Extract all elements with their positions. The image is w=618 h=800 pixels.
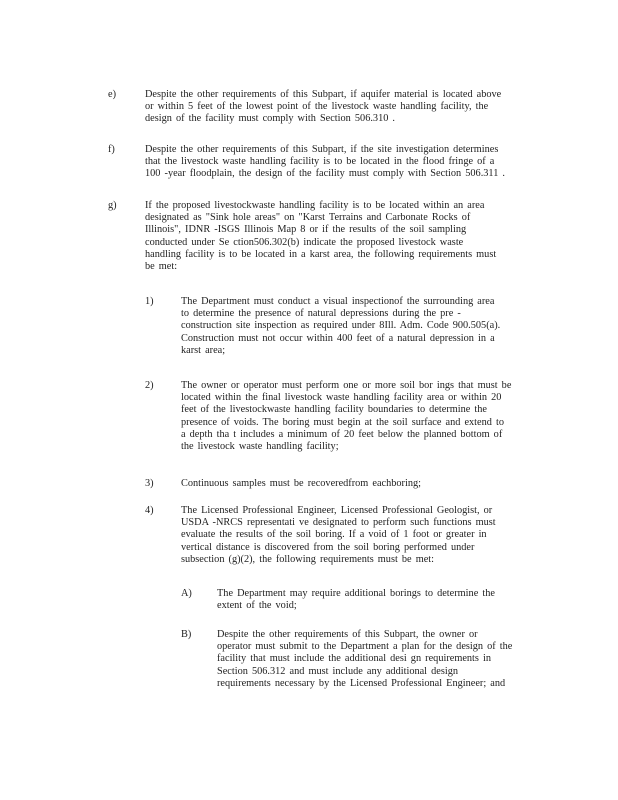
text-line: a depth tha t includes a minimum of 20 feet below the planned bottom of [181, 428, 503, 440]
text-line: subsection (g)(2), the following requirements must be met: [181, 553, 434, 565]
paragraph-text [145, 144, 541, 181]
clause-text [217, 588, 542, 612]
text-line: design of the facility must comply with Section 506.310 . [145, 113, 396, 125]
text-line: Section 506.312 and must include any additional design [217, 665, 458, 677]
text-line: presence of voids. The boring must begin at the soil surface and extend to [181, 416, 504, 428]
subparagraph-label: 4) [145, 505, 154, 516]
text-line: USDA -NRCS representati ve designated to perform such functions must [181, 517, 496, 529]
text-line: operator must submit to the Department a plan for the design of the [217, 641, 513, 653]
text-line: The Department may require additional borings to determine the [217, 588, 495, 599]
clause-label: B) [181, 629, 192, 640]
text-line: The Department must conduct a visual inspectionof the surrounding area [181, 296, 495, 307]
text-line: Despite the other requirements of this Subpart, if the site investigation determines [145, 144, 499, 155]
paragraph-text [145, 89, 541, 126]
clause-label: A) [181, 588, 192, 599]
text-line: Despite the other requirements of this Subpart, the owner or [217, 629, 478, 640]
text-line: If the proposed livestockwaste handling facility is to be located within an area [145, 200, 485, 211]
paragraph-label: e) [108, 89, 116, 100]
text-line: The owner or operator must perform one or more soil bor ings that must be [181, 380, 512, 391]
text-line: Illinois", IDNR -ISGS Illinois Map 8 or if the results of the soil sampling [145, 224, 467, 236]
paragraph-label: f) [108, 144, 115, 155]
text-line: the livestock waste handling facility; [181, 441, 339, 453]
text-line: feet of the livestockwaste handling facility boundaries to determine the [181, 404, 488, 416]
text-line: requirements necessary by the Licensed Professional Engineer; and [217, 677, 506, 689]
subparagraph-text [181, 380, 541, 453]
subparagraph-label: 3) [145, 478, 154, 489]
subparagraph-text [181, 505, 541, 566]
text-line: evaluate the results of the soil boring. If a void of 1 foot or greater in [181, 529, 487, 541]
text-line: extent of the void; [217, 600, 297, 612]
text-line: facility that must include the additional desi gn requirements in [217, 653, 492, 665]
text-line: karst area; [181, 344, 226, 356]
subparagraph-text [181, 478, 541, 490]
text-line: vertical distance is discovered from the soil boring performed under [181, 541, 475, 553]
text-line: designated as "Sink hole areas" on "Karst Terrains and Carbonate Rocks of [145, 212, 471, 224]
text-line: be met: [145, 261, 178, 273]
subparagraph-text [181, 296, 541, 357]
text-line: conducted under Se ction506.302(b) indicate the proposed livestock waste [145, 236, 464, 248]
clause-text [217, 629, 542, 690]
text-line: or within 5 feet of the lowest point of the livestock waste handling facility, the [145, 101, 489, 113]
text-line: to determine the presence of natural depressions during the pre - [181, 308, 461, 320]
text-line: construction site inspection as required under 8Ill. Adm. Code 900.505(a). [181, 320, 501, 332]
text-line: handling facility is to be located in a karst area, the following requirements must [145, 248, 497, 260]
text-line: that the livestock waste handling facility is to be located in the flood fringe of a [145, 156, 495, 168]
text-line: Despite the other requirements of this Subpart, if aquifer material is located above [145, 89, 502, 100]
subparagraph-label: 2) [145, 380, 154, 391]
text-line: located within the final livestock waste handling facility area or within 20 [181, 392, 502, 404]
text-line: 100 -year floodplain, the design of the facility must comply with Section 506.311 . [145, 168, 505, 180]
text-line: Continuous samples must be recoveredfrom eachboring; [181, 478, 421, 489]
subparagraph-label: 1) [145, 296, 154, 307]
text-line: Construction must not occur within 400 feet of a natural depression in a [181, 332, 495, 344]
paragraph-text [145, 200, 541, 273]
paragraph-label: g) [108, 200, 117, 211]
text-line: The Licensed Professional Engineer, Licensed Professional Geologist, or [181, 505, 493, 516]
